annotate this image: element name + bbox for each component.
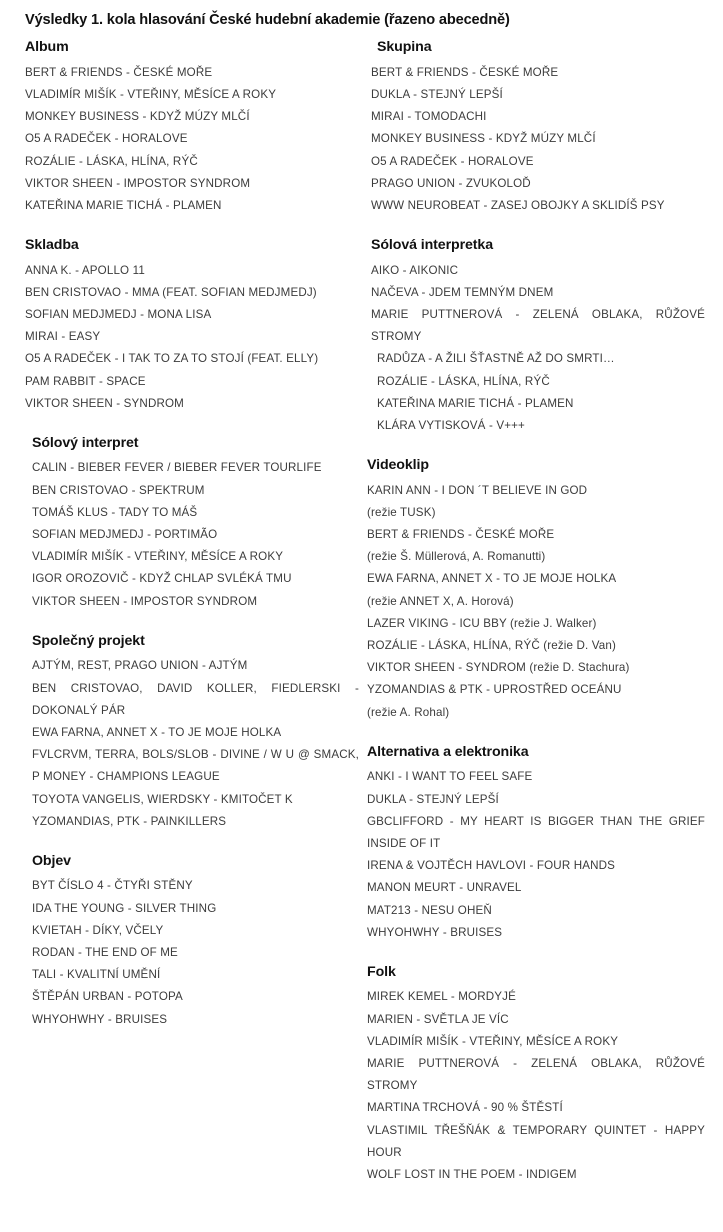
list-item: ROZÁLIE - LÁSKA, HLÍNA, RÝČ (režie D. Van): [367, 639, 616, 653]
list-item: TALI - KVALITNÍ UMĚNÍ: [32, 968, 161, 982]
page-title: Výsledky 1. kola hlasování České hudební akademie (řazeno abecedně): [25, 12, 510, 28]
list-item: KARIN ANN - I DON ´T BELIEVE IN GOD: [367, 483, 588, 497]
list-item: BYT ČÍSLO 4 - ČTYŘI STĚNY: [32, 879, 193, 893]
list-item: CALIN - BIEBER FEVER / BIEBER FEVER TOURLIFE: [32, 461, 322, 475]
category-heading-videoklip: Videoklip: [367, 457, 429, 474]
list-item: VLADIMÍR MIŠÍK - VTEŘINY, MĚSÍCE A ROKY: [25, 87, 277, 101]
list-item: WOLF LOST IN THE POEM - INDIGEM: [367, 1168, 577, 1182]
right-column: [367, 38, 705, 1186]
list-item: KATEŘINA MARIE TICHÁ - PLAMEN: [377, 396, 574, 410]
list-item: (režie ANNET X, A. Horová): [367, 594, 514, 608]
category-section-objev: [18, 852, 359, 1031]
list-item: TOMÁŠ KLUS - TADY TO MÁŠ: [32, 505, 198, 519]
nominee-list-videoklip: [367, 480, 705, 724]
category-heading-solova-interpretka: Sólová interpretka: [371, 237, 493, 254]
list-item: LAZER VIKING - ICU BBY (režie J. Walker): [367, 616, 597, 630]
nominee-list-skupina: [367, 62, 705, 217]
nominee-list-objev: [18, 875, 359, 1030]
nominee-list-skladba: [18, 260, 359, 415]
list-item: VLASTIMIL TŘEŠŇÁK & TEMPORARY QUINTET - HAPPY HOUR: [367, 1123, 705, 1159]
list-item: WHYOHWHY - BRUISES: [32, 1012, 168, 1026]
list-item: WWW NEUROBEAT - ZASEJ OBOJKY A SKLIDÍŠ PSY: [371, 198, 665, 212]
list-item: MONKEY BUSINESS - KDYŽ MÚZY MLČÍ: [25, 110, 250, 124]
list-item: DUKLA - STEJNÝ LEPŠÍ: [371, 87, 503, 101]
list-item: SOFIAN MEDJMEDJ - PORTIMÃO: [32, 528, 218, 542]
category-heading-skupina: Skupina: [377, 39, 432, 56]
list-item: MONKEY BUSINESS - KDYŽ MÚZY MLČÍ: [371, 132, 596, 146]
category-section-solova-interpretka: [367, 236, 705, 437]
list-item: (režie A. Rohal): [367, 705, 450, 719]
list-item: TOYOTA VANGELIS, WIERDSKY - KMITOČET K: [32, 792, 293, 806]
category-heading-objev: Objev: [32, 852, 71, 869]
list-item: KATEŘINA MARIE TICHÁ - PLAMEN: [25, 198, 222, 212]
category-section-folk: [367, 963, 705, 1186]
list-item: BEN CRISTOVAO - SPEKTRUM: [32, 483, 205, 497]
list-item: BEN CRISTOVAO, DAVID KOLLER, FIEDLERSKI - DOKONALÝ PÁR: [32, 681, 359, 717]
list-item: AJTÝM, REST, PRAGO UNION - AJTÝM: [32, 659, 248, 673]
list-item: VIKTOR SHEEN - IMPOSTOR SYNDROM: [32, 594, 258, 608]
category-section-skladba: [18, 236, 359, 415]
list-item: VLADIMÍR MIŠÍK - VTEŘINY, MĚSÍCE A ROKY: [367, 1034, 619, 1048]
list-item: MARIEN - SVĚTLA JE VÍC: [367, 1012, 509, 1026]
category-section-skupina: [367, 38, 705, 217]
list-item: IGOR OROZOVIČ - KDYŽ CHLAP SVLÉKÁ TMU: [32, 572, 292, 586]
list-item: KLÁRA VYTISKOVÁ - V+++: [377, 418, 525, 432]
nominee-list-album: [18, 62, 359, 217]
left-column: [18, 38, 367, 1031]
list-item: (režie TUSK): [367, 505, 436, 519]
list-item: ROZÁLIE - LÁSKA, HLÍNA, RÝČ: [25, 154, 198, 168]
nominee-list-spolecny-projekt: [18, 655, 359, 833]
nominee-list-solova-interpretka: [367, 260, 705, 438]
list-item: MIREK KEMEL - MORDYJÉ: [367, 990, 516, 1004]
list-item: O5 A RADEČEK - I TAK TO ZA TO STOJÍ (FEAT. ELLY): [25, 352, 319, 366]
list-item: ANNA K. - APOLLO 11: [25, 263, 145, 277]
list-item: IDA THE YOUNG - SILVER THING: [32, 901, 217, 915]
list-item: DUKLA - STEJNÝ LEPŠÍ: [367, 792, 499, 806]
list-item: AIKO - AIKONIC: [371, 263, 459, 277]
list-item: MARIE PUTTNEROVÁ - ZELENÁ OBLAKA, RŮŽOVÉ STROMY: [367, 1057, 705, 1093]
list-item: YZOMANDIAS, PTK - PAINKILLERS: [32, 814, 227, 828]
list-item: ANKI - I WANT TO FEEL SAFE: [367, 770, 533, 784]
list-item: VLADIMÍR MIŠÍK - VTEŘINY, MĚSÍCE A ROKY: [32, 550, 284, 564]
category-heading-album: Album: [25, 39, 69, 56]
category-section-videoklip: [367, 456, 705, 724]
list-item: IRENA & VOJTĚCH HAVLOVI - FOUR HANDS: [367, 859, 616, 873]
category-heading-spolecny-projekt: Společný projekt: [32, 632, 145, 649]
nominee-list-folk: [367, 986, 705, 1186]
list-item: VIKTOR SHEEN - IMPOSTOR SYNDROM: [25, 176, 251, 190]
list-item: MANON MEURT - UNRAVEL: [367, 881, 522, 895]
category-section-spolecny-projekt: [18, 632, 359, 833]
list-item: GBCLIFFORD - MY HEART IS BIGGER THAN THE GRIEF INSIDE OF IT: [367, 814, 705, 850]
list-item: WHYOHWHY - BRUISES: [367, 925, 503, 939]
list-item: ŠTĚPÁN URBAN - POTOPA: [32, 990, 183, 1004]
nominee-list-solovy-interpret: [18, 457, 359, 612]
list-item: MAT213 - NESU OHEŇ: [367, 903, 492, 917]
list-item: MIRAI - EASY: [25, 330, 101, 344]
list-item: MARTINA TRCHOVÁ - 90 % ŠTĚSTÍ: [367, 1101, 563, 1115]
category-heading-solovy-interpret: Sólový interpret: [32, 434, 139, 451]
list-item: BERT & FRIENDS - ČESKÉ MOŘE: [367, 528, 555, 542]
list-item: KVIETAH - DÍKY, VČELY: [32, 923, 164, 937]
category-section-alternativa-a-elektronika: [367, 743, 705, 944]
list-item: EWA FARNA, ANNET X - TO JE MOJE HOLKA: [32, 725, 282, 739]
list-item: EWA FARNA, ANNET X - TO JE MOJE HOLKA: [367, 572, 617, 586]
list-item: (režie Š. Müllerová, A. Romanutti): [367, 550, 546, 564]
list-item: BERT & FRIENDS - ČESKÉ MOŘE: [25, 65, 213, 79]
list-item: PRAGO UNION - ZVUKOLOĎ: [371, 176, 531, 190]
category-section-album: [18, 38, 359, 217]
list-item: RODAN - THE END OF ME: [32, 946, 178, 959]
list-item: BEN CRISTOVAO - MMA (FEAT. SOFIAN MEDJMEDJ): [25, 285, 317, 299]
category-heading-alternativa-a-elektronika: Alternativa a elektronika: [367, 743, 529, 760]
category-section-solovy-interpret: [18, 434, 359, 613]
list-item: PAM RABBIT - SPACE: [25, 374, 146, 388]
list-item: ROZÁLIE - LÁSKA, HLÍNA, RÝČ: [377, 374, 550, 388]
list-item: NAČEVA - JDEM TEMNÝM DNEM: [371, 285, 554, 299]
nominee-list-alternativa-a-elektronika: [367, 766, 705, 944]
category-heading-skladba: Skladba: [25, 237, 79, 254]
list-item: RADŮZA - A ŽILI ŠŤASTNĚ AŽ DO SMRTI…: [377, 352, 615, 366]
list-item: MIRAI - TOMODACHI: [371, 110, 487, 124]
two-column-layout: [18, 38, 705, 1186]
list-item: VIKTOR SHEEN - SYNDROM: [25, 396, 184, 410]
list-item: O5 A RADEČEK - HORALOVE: [25, 132, 188, 146]
list-item: SOFIAN MEDJMEDJ - MONA LISA: [25, 307, 212, 321]
list-item: BERT & FRIENDS - ČESKÉ MOŘE: [371, 65, 559, 79]
list-item: YZOMANDIAS & PTK - UPROSTŘED OCEÁNU: [367, 683, 622, 697]
list-item: FVLCRVM, TERRA, BOLS/SLOB - DIVINE / W U @ SMACK, P MONEY - CHAMPIONS LEAGUE: [32, 748, 359, 784]
list-item: O5 A RADEČEK - HORALOVE: [371, 154, 534, 168]
list-item: MARIE PUTTNEROVÁ - ZELENÁ OBLAKA, RŮŽOVÉ STROMY: [371, 307, 705, 344]
category-heading-folk: Folk: [367, 963, 396, 980]
list-item: VIKTOR SHEEN - SYNDROM (režie D. Stachura): [367, 661, 630, 675]
